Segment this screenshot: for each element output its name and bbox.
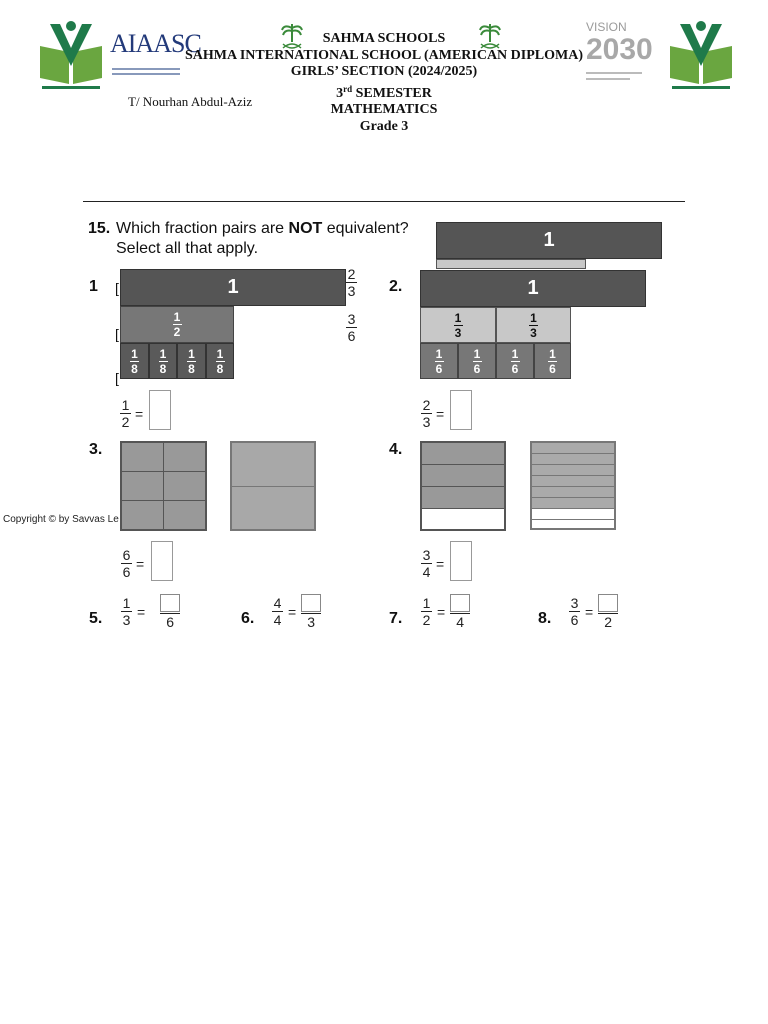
item-5-number: 5.: [89, 610, 103, 627]
bracket-1: [: [115, 280, 119, 296]
bracket-3: [: [115, 370, 119, 386]
side-fraction-2: 3 6: [347, 311, 356, 344]
vision-2030-logo: [586, 20, 656, 88]
eighth-bar-2: 1 8: [149, 343, 177, 379]
item-6-number: 6.: [241, 610, 255, 627]
aiaasc-logo: [110, 24, 201, 80]
equation-5: 1 3 = 6: [121, 594, 180, 629]
school-logo-right: [666, 16, 736, 94]
item-7-number: 7.: [389, 610, 403, 627]
item-2-number: 2.: [389, 278, 403, 295]
header-line-5: MATHEMATICS: [330, 102, 438, 117]
header-line-2: SAHMA INTERNATIONAL SCHOOL (AMERICAN DIPLOMA): [185, 47, 583, 63]
whole-bar-1: 1: [120, 269, 346, 306]
half-bar: 1 2: [120, 306, 234, 343]
eighth-bar-1: 1 8: [120, 343, 149, 379]
equation-8: 3 6 = 2: [569, 594, 618, 629]
grid-fourths: [420, 441, 506, 531]
answer-box-5[interactable]: [160, 594, 180, 612]
question-text: Which fraction pairs are NOT equivalent? Select all that apply.: [116, 220, 409, 257]
whole-bar-2: 1: [420, 270, 646, 307]
copyright-text: Copyright © by Savvas Le: [3, 514, 119, 525]
partial-bar-strip: [436, 259, 586, 269]
aiaasc-logo-text: AIAASC: [110, 29, 201, 58]
equation-3: 6 6 =: [122, 547, 145, 580]
third-bar-1: 1 3: [420, 307, 496, 343]
partial-whole-bar: 1: [436, 222, 662, 259]
side-fraction-1: 2 3: [347, 266, 356, 299]
header-line-1: SAHMA SCHOOLS: [322, 31, 446, 46]
equation-2: 2 3 =: [422, 397, 445, 430]
third-bar-2: 1 3: [496, 307, 571, 343]
grid-sixths: [120, 441, 207, 531]
school-logo-left: [36, 16, 106, 94]
school-header: [180, 31, 588, 135]
equation-4: 3 4 =: [422, 547, 445, 580]
item-4-number: 4.: [389, 441, 403, 458]
teacher-name: T/ Nourhan Abdul-Aziz: [128, 94, 253, 109]
answer-box-2[interactable]: [450, 390, 472, 430]
sixth-bar-4: 1 6: [534, 343, 571, 379]
answer-box-8[interactable]: [598, 594, 618, 612]
vision-label: VISION: [586, 20, 627, 34]
sixth-bar-2: 1 6: [458, 343, 496, 379]
item-1-number: 1: [89, 278, 98, 295]
answer-box-7[interactable]: [450, 594, 470, 612]
item-3-number: 3.: [89, 441, 103, 458]
sixth-bar-3: 1 6: [496, 343, 534, 379]
answer-box-3[interactable]: [151, 541, 173, 581]
eighth-bar-4: 1 8: [206, 343, 234, 379]
vision-year: 2030: [586, 33, 653, 66]
header-divider: [83, 201, 685, 202]
question-number: 15.: [88, 220, 111, 237]
item-8-number: 8.: [538, 610, 552, 627]
equation-6: 4 4 = 3: [272, 594, 321, 629]
equation-1: 1 2 =: [121, 397, 144, 430]
eighth-bar-3: 1 8: [177, 343, 206, 379]
answer-box-1[interactable]: [149, 390, 171, 430]
header-line-4: 3rd SEMESTER: [336, 83, 432, 101]
answer-box-4[interactable]: [450, 541, 472, 581]
grid-eighths: [530, 441, 616, 530]
grid-halves: [230, 441, 316, 531]
sixth-bar-1: 1 6: [420, 343, 458, 379]
header-line-6: Grade 3: [359, 118, 409, 134]
equation-7: 1 2 = 4: [421, 594, 470, 629]
header-line-3: GIRLS’ SECTION (2024/2025): [290, 64, 478, 79]
answer-box-6[interactable]: [301, 594, 321, 612]
bracket-2: [: [115, 326, 119, 342]
